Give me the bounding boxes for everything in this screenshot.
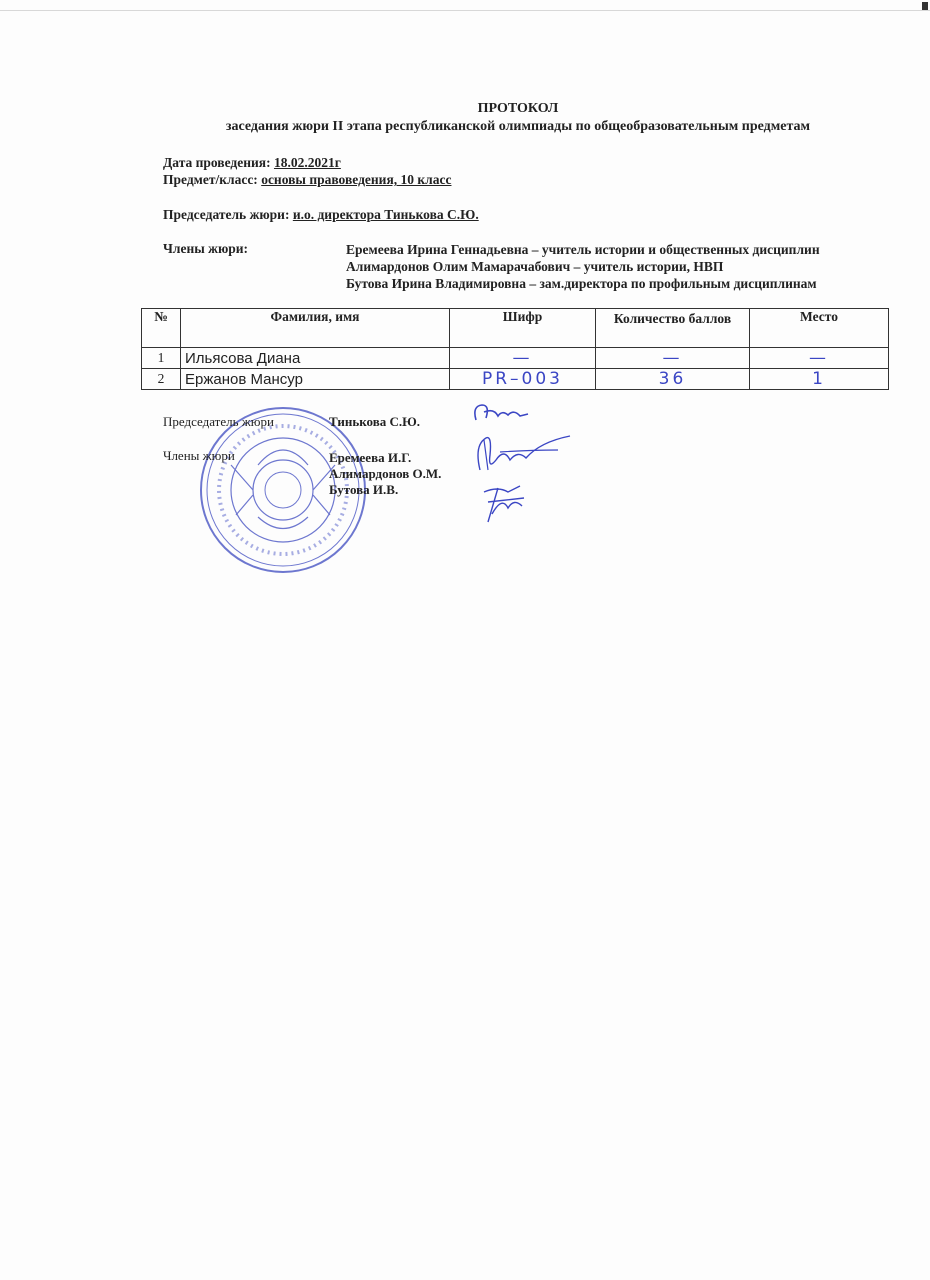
participant-name: Ильясова Диана xyxy=(181,348,450,369)
member-signature-name: Алимардонов О.М. xyxy=(329,466,442,481)
member-item: Бутова Ирина Владимировна – зам.директора по профильным дисциплинам xyxy=(346,276,817,291)
member-signature-name: Бутова И.В. xyxy=(329,482,399,497)
scan-top-edge xyxy=(0,10,930,11)
member-signature-icon xyxy=(478,478,538,526)
member-signature-icon xyxy=(470,430,580,480)
document-subtitle: заседания жюри II этапа республиканской олимпиады по общеобразовательным предметам xyxy=(225,119,811,134)
member-item: Алимардонов Олим Мамарачабович – учитель истории, НВП xyxy=(346,259,724,274)
participant-place: 1 xyxy=(750,369,889,390)
row-number: 1 xyxy=(142,348,181,369)
participant-name: Ержанов Мансур xyxy=(181,369,450,390)
subject-line xyxy=(163,172,451,188)
table-row xyxy=(142,348,889,369)
table-header-row xyxy=(142,309,889,348)
subject-value: основы правоведения, 10 класс xyxy=(261,172,452,187)
participant-code: PR–003 xyxy=(450,369,596,390)
date-label: Дата проведения: xyxy=(163,155,271,170)
chair-label: Председатель жюри: xyxy=(163,207,290,222)
members-label: Члены жюри: xyxy=(163,241,249,256)
participant-code: — xyxy=(450,348,596,369)
member-item: Еремеева Ирина Геннадьевна – учитель истории и общественных дисциплин xyxy=(346,242,820,257)
members-list xyxy=(346,241,820,292)
header-number: № xyxy=(142,309,181,348)
scan-corner-mark xyxy=(922,2,928,10)
header-score: Количество баллов xyxy=(596,309,750,348)
chair-signature-name: Тинькова С.Ю. xyxy=(329,414,420,429)
participant-place: — xyxy=(750,348,889,369)
chair-signature-label: Председатель жюри xyxy=(163,414,274,429)
header-place: Место xyxy=(750,309,889,348)
header-code: Шифр xyxy=(450,309,596,348)
members-signature-names xyxy=(329,450,441,498)
participant-score: — xyxy=(596,348,750,369)
participant-score: 36 xyxy=(596,369,750,390)
member-signature-name: Еремеева И.Г. xyxy=(329,450,412,465)
chair-signature-icon xyxy=(468,400,538,430)
row-number: 2 xyxy=(142,369,181,390)
header-name: Фамилия, имя xyxy=(181,309,450,348)
table-row xyxy=(142,369,889,390)
chair-line xyxy=(163,207,479,223)
results-table xyxy=(141,308,889,390)
subject-label: Предмет/класс: xyxy=(163,172,258,187)
chair-value: и.о. директора Тинькова С.Ю. xyxy=(292,207,479,222)
date-value: 18.02.2021г xyxy=(273,155,341,170)
date-line xyxy=(163,155,341,171)
document-title: ПРОТОКОЛ xyxy=(477,101,559,116)
members-signature-label: Члены жюри xyxy=(163,448,235,463)
